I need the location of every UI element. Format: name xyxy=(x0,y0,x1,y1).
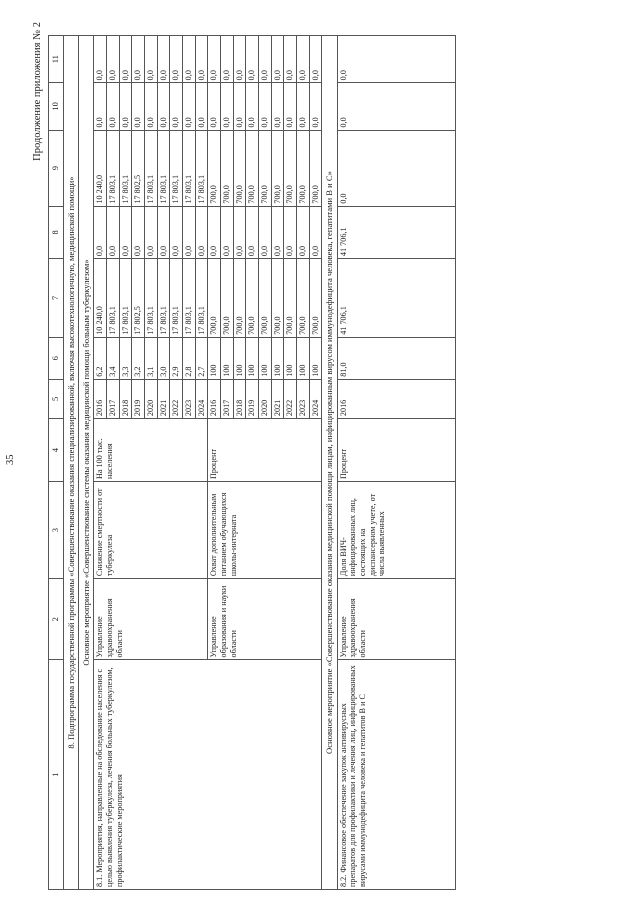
local-budget-cell: 0,0 xyxy=(246,83,259,130)
year-cell: 2017 xyxy=(106,379,119,418)
local-budget-cell: 0,0 xyxy=(106,83,119,130)
local-budget-cell: 0,0 xyxy=(182,83,195,130)
local-budget-cell: 0,0 xyxy=(208,83,221,130)
year-cell: 2020 xyxy=(144,379,157,418)
other-sources-cell: 0,0 xyxy=(271,36,284,83)
total-funding-cell: 17 803,1 xyxy=(106,259,119,338)
regional-budget-cell: 700,0 xyxy=(246,130,259,206)
regional-budget-cell: 17 803,1 xyxy=(144,130,157,206)
year-cell: 2022 xyxy=(170,379,183,418)
local-budget-cell: 0,0 xyxy=(144,83,157,130)
col-num: 5 xyxy=(49,379,64,418)
col-num: 8 xyxy=(49,206,64,258)
federal-budget-cell: 41 706,1 xyxy=(337,206,455,258)
unit-cell: Процент xyxy=(337,419,455,482)
total-funding-cell: 17 802,5 xyxy=(132,259,145,338)
regional-budget-cell: 700,0 xyxy=(259,130,272,206)
local-budget-cell: 0,0 xyxy=(195,83,208,130)
total-funding-cell: 10 240,0 xyxy=(94,259,107,338)
regional-budget-cell: 700,0 xyxy=(208,130,221,206)
unit-cell: На 100 тыс. населения xyxy=(94,419,208,482)
activity1-title: Основное мероприятие «Совершенствование системы оказания медицинской помощи больным туберкулезом» xyxy=(79,36,94,890)
federal-budget-cell: 0,0 xyxy=(195,206,208,258)
federal-budget-cell: 0,0 xyxy=(259,206,272,258)
year-cell: 2018 xyxy=(233,379,246,418)
program-table xyxy=(48,35,456,890)
regional-budget-cell: 700,0 xyxy=(233,130,246,206)
indicator-value-cell: 3,2 xyxy=(132,337,145,379)
regional-budget-cell: 700,0 xyxy=(309,130,322,206)
other-sources-cell: 0,0 xyxy=(144,36,157,83)
regional-budget-cell: 17 803,1 xyxy=(106,130,119,206)
local-budget-cell: 0,0 xyxy=(157,83,170,130)
column-number-row xyxy=(49,36,64,890)
year-cell: 2016 xyxy=(208,379,221,418)
executor-cell: Управление здравоохранения области xyxy=(337,579,455,660)
federal-budget-cell: 0,0 xyxy=(233,206,246,258)
regional-budget-cell: 700,0 xyxy=(271,130,284,206)
regional-budget-cell: 700,0 xyxy=(297,130,310,206)
total-funding-cell: 700,0 xyxy=(284,259,297,338)
table-row xyxy=(337,36,455,890)
federal-budget-cell: 0,0 xyxy=(170,206,183,258)
page-number: 35 xyxy=(5,454,16,465)
activity2-title: Основное мероприятие «Совершенствование оказания медицинской помощи лицам, инфицированным вирусом иммунодефицита человека, гепатитами В и С» xyxy=(322,36,337,890)
total-funding-cell: 17 803,1 xyxy=(157,259,170,338)
regional-budget-cell: 17 803,1 xyxy=(182,130,195,206)
indicator-value-cell: 100 xyxy=(208,337,221,379)
other-sources-cell: 0,0 xyxy=(208,36,221,83)
regional-budget-cell: 17 803,1 xyxy=(170,130,183,206)
other-sources-cell: 0,0 xyxy=(309,36,322,83)
indicator-value-cell: 100 xyxy=(233,337,246,379)
total-funding-cell: 700,0 xyxy=(246,259,259,338)
indicator-value-cell: 100 xyxy=(246,337,259,379)
local-budget-cell: 0,0 xyxy=(221,83,234,130)
unit-cell: Процент xyxy=(208,419,322,482)
local-budget-cell: 0,0 xyxy=(94,83,107,130)
local-budget-cell: 0,0 xyxy=(119,83,132,130)
total-funding-cell: 700,0 xyxy=(208,259,221,338)
col-num: 7 xyxy=(49,259,64,338)
total-funding-cell: 700,0 xyxy=(297,259,310,338)
indicator-value-cell: 100 xyxy=(284,337,297,379)
other-sources-cell: 0,0 xyxy=(182,36,195,83)
continuation-title: Продолжение приложения № 2 xyxy=(32,22,43,161)
local-budget-cell: 0,0 xyxy=(284,83,297,130)
col-num: 6 xyxy=(49,337,64,379)
total-funding-cell: 17 803,1 xyxy=(195,259,208,338)
year-cell: 2021 xyxy=(271,379,284,418)
other-sources-cell: 0,0 xyxy=(297,36,310,83)
indicator-name-cell: Снижение смертности от туберкулеза xyxy=(94,482,208,579)
federal-budget-cell: 0,0 xyxy=(309,206,322,258)
indicator-value-cell: 2,7 xyxy=(195,337,208,379)
local-budget-cell: 0,0 xyxy=(271,83,284,130)
year-cell: 2024 xyxy=(195,379,208,418)
local-budget-cell: 0,0 xyxy=(170,83,183,130)
other-sources-cell: 0,0 xyxy=(233,36,246,83)
indicator-value-cell: 100 xyxy=(297,337,310,379)
indicator-value-cell: 100 xyxy=(221,337,234,379)
total-funding-cell: 700,0 xyxy=(221,259,234,338)
local-budget-cell: 0,0 xyxy=(259,83,272,130)
federal-budget-cell: 0,0 xyxy=(132,206,145,258)
indicator-value-cell: 2,8 xyxy=(182,337,195,379)
federal-budget-cell: 0,0 xyxy=(144,206,157,258)
other-sources-cell: 0,0 xyxy=(259,36,272,83)
federal-budget-cell: 0,0 xyxy=(157,206,170,258)
year-cell: 2021 xyxy=(157,379,170,418)
indicator-name-cell: Охват дополнительным питанием обучающихся школы-интерната xyxy=(208,482,322,579)
total-funding-cell: 17 803,1 xyxy=(170,259,183,338)
year-cell: 2016 xyxy=(337,379,455,418)
indicator-value-cell: 81,0 xyxy=(337,337,455,379)
activity2-row xyxy=(322,36,337,890)
total-funding-cell: 700,0 xyxy=(259,259,272,338)
indicator-value-cell: 3,0 xyxy=(157,337,170,379)
col-num: 10 xyxy=(49,83,64,130)
other-sources-cell: 0,0 xyxy=(284,36,297,83)
indicator-value-cell: 100 xyxy=(309,337,322,379)
federal-budget-cell: 0,0 xyxy=(297,206,310,258)
other-sources-cell: 0,0 xyxy=(246,36,259,83)
local-budget-cell: 0,0 xyxy=(233,83,246,130)
table-row xyxy=(94,36,107,890)
activity1-row xyxy=(79,36,94,890)
federal-budget-cell: 0,0 xyxy=(221,206,234,258)
year-cell: 2016 xyxy=(94,379,107,418)
local-budget-cell: 0,0 xyxy=(309,83,322,130)
other-sources-cell: 0,0 xyxy=(195,36,208,83)
federal-budget-cell: 0,0 xyxy=(182,206,195,258)
other-sources-cell: 0,0 xyxy=(94,36,107,83)
federal-budget-cell: 0,0 xyxy=(271,206,284,258)
other-sources-cell: 0,0 xyxy=(132,36,145,83)
federal-budget-cell: 0,0 xyxy=(284,206,297,258)
total-funding-cell: 17 803,1 xyxy=(182,259,195,338)
year-cell: 2024 xyxy=(309,379,322,418)
indicator-value-cell: 100 xyxy=(271,337,284,379)
indicator-name-cell: Доля ВИЧ-инфицированных лиц, состоящих на диспансерном учете, от числа выявленных xyxy=(337,482,455,579)
indicator-value-cell: 2,9 xyxy=(170,337,183,379)
local-budget-cell: 0,0 xyxy=(297,83,310,130)
col-num: 11 xyxy=(49,36,64,83)
year-cell: 2023 xyxy=(182,379,195,418)
other-sources-cell: 0,0 xyxy=(221,36,234,83)
total-funding-cell: 700,0 xyxy=(309,259,322,338)
year-cell: 2022 xyxy=(284,379,297,418)
indicator-value-cell: 100 xyxy=(259,337,272,379)
col-num: 1 xyxy=(49,660,64,890)
indicator-value-cell: 3,3 xyxy=(119,337,132,379)
regional-budget-cell: 17 803,1 xyxy=(195,130,208,206)
executor-cell: Управление образования и науки области xyxy=(208,579,322,660)
regional-budget-cell: 700,0 xyxy=(221,130,234,206)
federal-budget-cell: 0,0 xyxy=(119,206,132,258)
col-num: 2 xyxy=(49,579,64,660)
col-num: 9 xyxy=(49,130,64,206)
regional-budget-cell: 17 803,1 xyxy=(157,130,170,206)
subprogram-row xyxy=(64,36,79,890)
year-cell: 2017 xyxy=(221,379,234,418)
year-cell: 2019 xyxy=(132,379,145,418)
regional-budget-cell: 17 802,5 xyxy=(132,130,145,206)
year-cell: 2019 xyxy=(246,379,259,418)
col-num: 3 xyxy=(49,482,64,579)
other-sources-cell: 0,0 xyxy=(119,36,132,83)
total-funding-cell: 700,0 xyxy=(233,259,246,338)
local-budget-cell: 0,0 xyxy=(337,83,455,130)
federal-budget-cell: 0,0 xyxy=(208,206,221,258)
activity-name-cell: 8.2. Финансовое обеспечение закупок антивирусных препаратов для профилактики и лечения лиц, инфицированных вирусами иммунодефицита человека и гепатитов В и С xyxy=(337,660,455,890)
federal-budget-cell: 0,0 xyxy=(246,206,259,258)
indicator-value-cell: 3,4 xyxy=(106,337,119,379)
year-cell: 2023 xyxy=(297,379,310,418)
other-sources-cell: 0,0 xyxy=(106,36,119,83)
executor-cell: Управление здравоохранения области xyxy=(94,579,208,660)
regional-budget-cell: 700,0 xyxy=(284,130,297,206)
subprogram-title: 8. Подпрограмма государственной программы «Совершенствование оказания специализированной, включая высокотехнологичную, медицинской помощи» xyxy=(64,36,79,890)
year-cell: 2018 xyxy=(119,379,132,418)
total-funding-cell: 700,0 xyxy=(271,259,284,338)
other-sources-cell: 0,0 xyxy=(337,36,455,83)
regional-budget-cell: 10 240,0 xyxy=(94,130,107,206)
other-sources-cell: 0,0 xyxy=(157,36,170,83)
total-funding-cell: 17 803,1 xyxy=(144,259,157,338)
federal-budget-cell: 0,0 xyxy=(94,206,107,258)
total-funding-cell: 41 706,1 xyxy=(337,259,455,338)
other-sources-cell: 0,0 xyxy=(170,36,183,83)
col-num: 4 xyxy=(49,419,64,482)
local-budget-cell: 0,0 xyxy=(132,83,145,130)
indicator-value-cell: 6,2 xyxy=(94,337,107,379)
activity-name-cell: 8.1. Мероприятия, направленные на обследование населения с целью выявления туберкулеза, лечения больных туберкулезом, профилактические мероприятия xyxy=(94,660,322,890)
regional-budget-cell: 17 803,1 xyxy=(119,130,132,206)
total-funding-cell: 17 803,1 xyxy=(119,259,132,338)
indicator-value-cell: 3,1 xyxy=(144,337,157,379)
regional-budget-cell: 0,0 xyxy=(337,130,455,206)
year-cell: 2020 xyxy=(259,379,272,418)
federal-budget-cell: 0,0 xyxy=(106,206,119,258)
